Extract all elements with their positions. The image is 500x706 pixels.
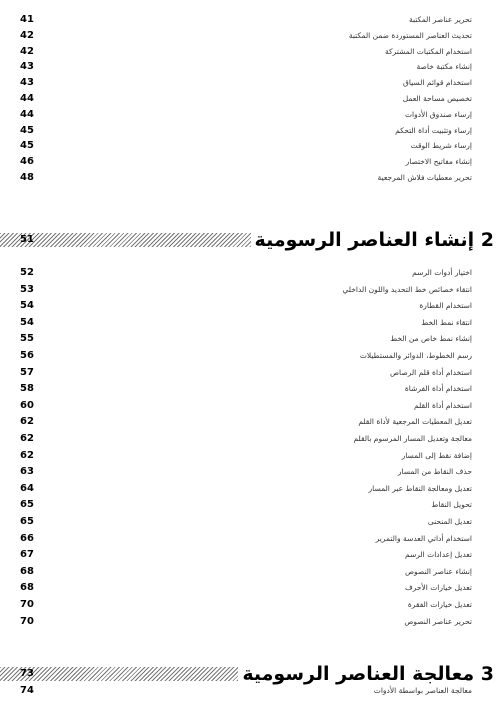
toc-entry-page-number: 43 (20, 77, 34, 89)
toc-entry-page-number: 56 (20, 350, 34, 361)
toc-entry[interactable] (0, 298, 500, 313)
toc-entry[interactable] (0, 448, 500, 463)
toc-entry[interactable] (0, 564, 500, 579)
toc-entry[interactable] (0, 597, 500, 612)
toc-entry-page-number: 62 (20, 449, 34, 461)
toc-entry[interactable] (0, 170, 500, 185)
toc-entry-title: انتقاء خصائص خط التحديد واللون الداخلي (342, 284, 472, 294)
toc-entry[interactable] (0, 414, 500, 429)
toc-entry-page-number: 68 (20, 565, 34, 577)
toc-entry-page-number: 66 (20, 532, 34, 544)
toc-entry-title: تعديل المنحنى (427, 517, 472, 526)
toc-entry-title: إرساء وتثبيت أداة التحكم (395, 125, 472, 135)
toc-entry-page-number: 53 (20, 283, 34, 295)
toc-entry-page-number: 65 (20, 499, 34, 511)
toc-entry[interactable] (0, 614, 500, 629)
toc-entry-title: اختيار أدوات الرسم (412, 268, 472, 277)
toc-entry[interactable] (0, 381, 500, 396)
toc-entry-page-number: 54 (20, 316, 34, 328)
chapter-3-title: 3 معالجة العناصر الرسومية (238, 661, 494, 687)
toc-entry-title: معالجة وتعديل المسار المرسوم بالقلم (353, 434, 472, 443)
toc-entry[interactable] (0, 431, 500, 446)
chapter-3-page-number: 73 (20, 668, 34, 679)
toc-entry-page-number: 48 (20, 172, 34, 183)
toc-entry[interactable] (0, 154, 500, 169)
toc-entry[interactable] (0, 365, 500, 380)
toc-entry-title: تحرير عناصر النصوص (404, 616, 472, 626)
toc-entry[interactable] (0, 464, 500, 479)
toc-entry[interactable] (0, 138, 500, 153)
toc-entry-title: إنشاء عناصر النصوص (404, 566, 472, 576)
toc-entry[interactable] (0, 514, 500, 529)
toc-entry-page-number: 43 (20, 61, 34, 73)
toc-entry-page-number: 62 (20, 433, 34, 444)
toc-entry-page-number: 44 (20, 93, 34, 104)
toc-entry[interactable] (0, 683, 500, 698)
toc-entry-title: انتقاء نمط الخط (421, 317, 472, 327)
toc-entry-title: استخدام المكتبات المشتركة (384, 46, 472, 56)
toc-entry-title: إضافة نقط إلى المسار (401, 450, 472, 460)
toc-entry-page-number: 42 (20, 29, 34, 41)
toc-entry[interactable] (0, 12, 500, 27)
toc-entry-page-number: 63 (20, 466, 34, 478)
toc-entry-page-number: 60 (20, 399, 34, 411)
toc-entry-title: إرساء شريط الوقت (410, 141, 472, 151)
toc-entry[interactable] (0, 547, 500, 562)
toc-entry-page-number: 58 (20, 383, 34, 395)
toc-entry-title: استخدام أداة القلم (414, 400, 472, 410)
toc-entry[interactable] (0, 580, 500, 595)
toc-entry[interactable] (0, 28, 500, 43)
toc-entry-page-number: 68 (20, 582, 34, 594)
toc-entry-page-number: 52 (20, 267, 34, 278)
toc-entry[interactable] (0, 531, 500, 546)
toc-entry[interactable] (0, 265, 500, 280)
toc-entry-page-number: 67 (20, 549, 34, 561)
toc-entry-page-number: 65 (20, 516, 34, 527)
toc-entry[interactable] (0, 91, 500, 106)
chapter-2-heading (0, 227, 500, 253)
toc-entry-page-number: 45 (20, 140, 34, 152)
toc-entry-title: تعديل إعدادات الرسم (404, 550, 472, 560)
toc-entry-page-number: 55 (20, 333, 34, 345)
toc-entry-title: تحرير معطيات فلاش المرجعية (377, 173, 472, 182)
toc-entry-title: إنشاء مفاتيح الاختصار (405, 157, 472, 167)
toc-entry-page-number: 62 (20, 416, 34, 428)
toc-entry-page-number: 46 (20, 156, 34, 168)
toc-entry-title: معالجة العناصر بواسطة الأدوات (373, 686, 472, 695)
toc-entry[interactable] (0, 75, 500, 90)
toc-entry[interactable] (0, 315, 500, 330)
toc-entry-title: استخدام أداة الفرشاة (404, 384, 472, 394)
toc-entry[interactable] (0, 44, 500, 59)
toc-entry-title: تعديل خيارات الأحرف (404, 583, 472, 593)
toc-entry-page-number: 70 (20, 599, 34, 610)
toc-entry-title: إنشاء نمط خاص من الخط (390, 334, 472, 344)
toc-entry[interactable] (0, 59, 500, 74)
toc-entry-title: تعديل خيارات الفقرة (407, 600, 472, 609)
toc-entry-page-number: 41 (20, 14, 34, 25)
toc-entry[interactable] (0, 123, 500, 138)
toc-entry-title: رسم الخطوط، الدوائر والمستطيلات (359, 351, 472, 360)
toc-entry-title: إرساء صندوق الأدوات (404, 109, 472, 119)
toc-entry-page-number: 42 (20, 45, 34, 57)
toc-entry-page-number: 57 (20, 366, 34, 378)
toc-entry-title: إنشاء مكتبة خاصة (416, 62, 472, 72)
toc-entry-title: استخدام أداتي العدسة والتمرير (375, 533, 472, 543)
toc-entry-title: تخصيص مساحة العمل (402, 94, 472, 103)
toc-entry[interactable] (0, 282, 500, 297)
toc-entry[interactable] (0, 398, 500, 413)
toc-entry-page-number: 54 (20, 300, 34, 312)
toc-entry-page-number: 70 (20, 615, 34, 627)
toc-entry-title: حذف النقاط من المسار (397, 467, 472, 477)
toc-entry-page-number: 64 (20, 482, 34, 494)
toc-entry-title: تحديث العناصر المستوردة ضمن المكتبة (348, 30, 472, 40)
toc-entry-title: تعديل المعطيات المرجعية لأداة القلم (358, 417, 472, 427)
toc-entry-title: استخدام أداة قلم الرصاص (389, 367, 472, 377)
toc-entry-title: تحويل النقاط (431, 500, 472, 510)
toc-entry[interactable] (0, 107, 500, 122)
chapter-2-page-number: 51 (20, 234, 34, 245)
toc-entry-page-number: 45 (20, 124, 34, 136)
toc-entry-title: استخدام قوائم السياق (403, 78, 472, 88)
toc-entry-page-number: 44 (20, 108, 34, 120)
toc-entry-title: استخدام القطارة (419, 301, 472, 311)
chapter-2-title: 2 إنشاء العناصر الرسومية (251, 227, 494, 253)
toc-entry[interactable] (0, 497, 500, 512)
toc-entry[interactable] (0, 348, 500, 363)
toc-entry-page-number: 74 (20, 685, 34, 696)
toc-entry-title: تحرير عناصر المكتبة (409, 15, 472, 24)
toc-entry[interactable] (0, 331, 500, 346)
toc-entry-title: تعديل ومعالجة النقاط عبر المسار (368, 483, 472, 493)
toc-entry[interactable] (0, 481, 500, 496)
